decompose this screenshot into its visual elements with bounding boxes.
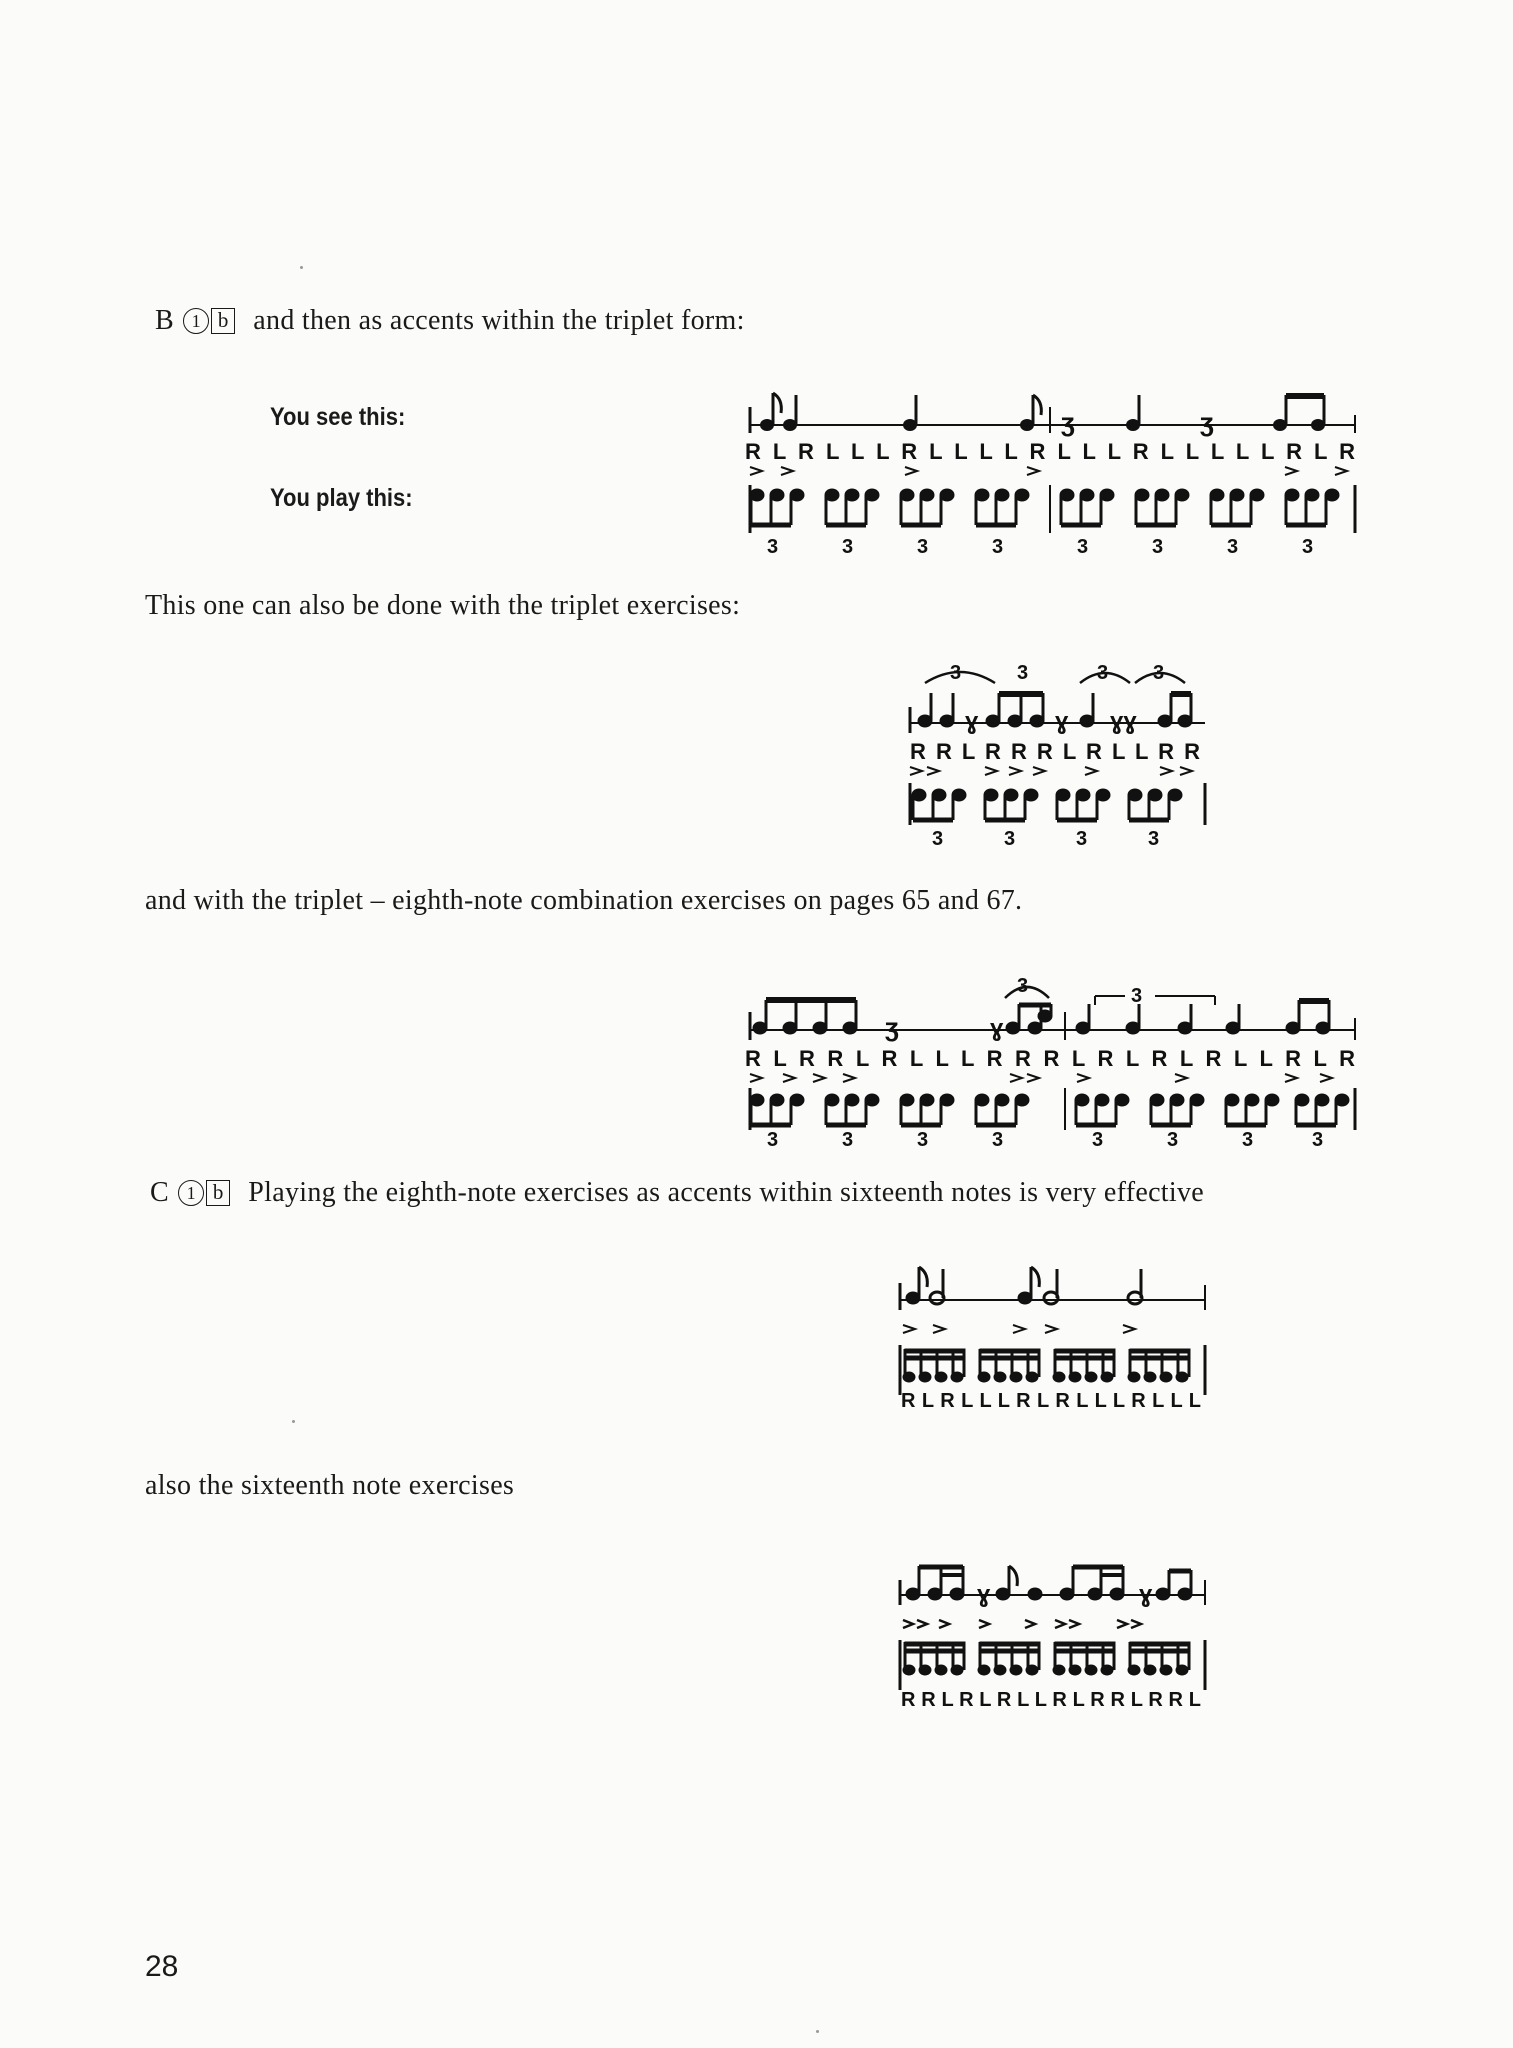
notation-example-4 — [895, 1255, 1215, 1420]
sticking-row: R L R L L L R L L L L R L L L R L L L L L R L R — [745, 439, 1355, 464]
sticking-row: R L R L L L R L R L L L R L L L — [901, 1390, 1201, 1412]
notation-example-3 — [745, 960, 1365, 1150]
svg-text:ɣɣ: ɣɣ — [1110, 708, 1137, 735]
triplet-label: 3 — [767, 1129, 779, 1151]
svg-text:ʒ: ʒ — [1200, 407, 1214, 437]
triplet-label: 3 — [1152, 536, 1164, 558]
circled-number: 1 — [178, 1180, 204, 1206]
triplet-label: 3 — [1167, 1129, 1179, 1151]
triplet-label: 3 — [1076, 828, 1088, 850]
triplet-label: 3 — [1092, 1129, 1104, 1151]
page-number: 28 — [145, 1950, 179, 1983]
paper-speck — [292, 1420, 295, 1423]
svg-text:ʒ: ʒ — [885, 1012, 899, 1042]
sticking-row: R R L R R R L R L L R R — [910, 739, 1200, 764]
section-letter: C — [150, 1177, 169, 1208]
triplet-label: 3 — [992, 536, 1004, 558]
triplet-group — [750, 489, 804, 525]
triplet-label: 3 — [1302, 536, 1314, 558]
triplet-label: 3 — [932, 828, 944, 850]
svg-text:3: 3 — [1017, 662, 1029, 684]
section-c-heading — [150, 1177, 1204, 1209]
triplet-exercises-text: This one can also be done with the triplet exercises: — [145, 590, 741, 621]
triplet-label: 3 — [1004, 828, 1016, 850]
svg-text:3: 3 — [1153, 662, 1165, 684]
notation-example-1 — [745, 385, 1365, 560]
triplet-label: 3 — [1227, 536, 1239, 558]
combination-exercises-text: and with the triplet – eighth-note combination exercises on pages 65 and 67. — [145, 885, 1023, 916]
svg-text:ɣ: ɣ — [1055, 708, 1069, 735]
circled-number: 1 — [183, 308, 209, 334]
triplet-label: 3 — [992, 1129, 1004, 1151]
triplet-label: 3 — [1077, 536, 1089, 558]
svg-text:ɣ: ɣ — [990, 1015, 1004, 1042]
triplet-label: 3 — [1148, 828, 1160, 850]
svg-text:3: 3 — [950, 662, 962, 684]
svg-text:3: 3 — [1131, 985, 1143, 1007]
notation-example-5 — [895, 1530, 1215, 1710]
boxed-letter: b — [211, 308, 235, 334]
you-see-label: You see this: — [270, 403, 406, 431]
sixteenth-exercises-text: also the sixteenth note exercises — [145, 1470, 515, 1501]
paper-speck — [816, 2030, 819, 2033]
svg-text:ɣ: ɣ — [965, 708, 979, 735]
you-play-label: You play this: — [270, 484, 413, 512]
section-text: Playing the eighth-note exercises as accents within sixteenth notes is very effective — [248, 1177, 1204, 1208]
paper-speck — [300, 266, 303, 269]
triplet-label: 3 — [1312, 1129, 1324, 1151]
sticking-row: R L R R L R L L L R R R L R L R L R L L R L R — [745, 1046, 1355, 1071]
svg-text:ʒ: ʒ — [1061, 407, 1075, 437]
triplet-label: 3 — [767, 536, 779, 558]
triplet-label: 3 — [917, 536, 929, 558]
triplet-label: 3 — [917, 1129, 929, 1151]
svg-text:3: 3 — [1017, 975, 1029, 997]
triplet-label: 3 — [842, 1129, 854, 1151]
sticking-row: R R L R L R L L R L R R L R R L — [901, 1689, 1201, 1711]
notation-example-2 — [905, 655, 1215, 850]
svg-text:ɣ: ɣ — [977, 1581, 991, 1608]
section-text: and then as accents within the triplet form: — [253, 305, 745, 336]
svg-text:ɣ: ɣ — [1139, 1581, 1153, 1608]
triplet-label: 3 — [1242, 1129, 1254, 1151]
svg-text:3: 3 — [1097, 662, 1109, 684]
section-letter: B — [155, 305, 174, 336]
triplet-label: 3 — [842, 536, 854, 558]
section-b-heading — [155, 305, 745, 337]
boxed-letter: b — [206, 1180, 230, 1206]
